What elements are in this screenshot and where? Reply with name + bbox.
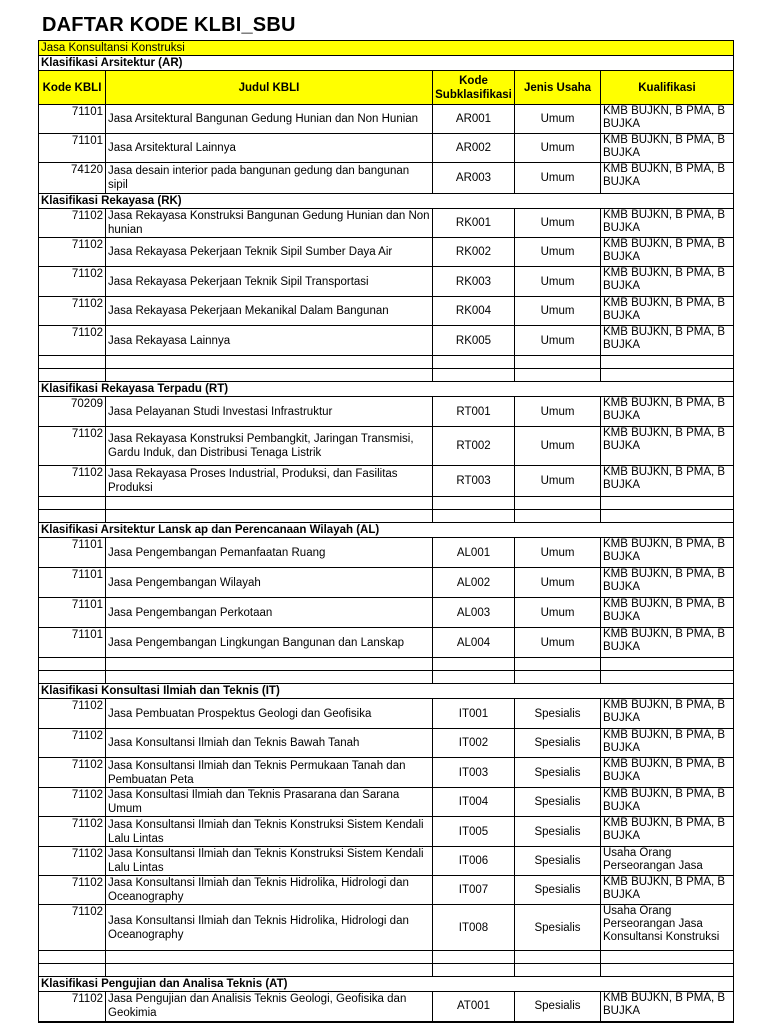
blank-row	[39, 951, 734, 964]
kode-subklasifikasi-cell: RT003	[433, 466, 515, 497]
table-row	[39, 267, 734, 297]
judul-kbli-cell: Jasa Rekayasa Pekerjaan Teknik Sipil Sumber Daya Air	[106, 238, 433, 267]
kode-kbli-cell: 71102	[39, 729, 106, 758]
judul-kbli-cell: Jasa Rekayasa Pekerjaan Mekanikal Dalam Bangunan	[106, 297, 433, 326]
kode-kbli-cell: 71102	[39, 326, 106, 356]
section-title: Klasifikasi Arsitektur Lansk ap dan Perencanaan Wilayah (AL)	[39, 523, 734, 538]
jenis-usaha-cell: Spesialis	[515, 847, 601, 876]
table-row	[39, 628, 734, 658]
jenis-usaha-cell: Spesialis	[515, 758, 601, 788]
kode-kbli-cell: 71101	[39, 598, 106, 628]
judul-kbli-cell: Jasa Pengujian dan Analisis Teknis Geologi, Geofisika dan Geokimia	[106, 992, 433, 1022]
table-row	[39, 209, 734, 238]
table-row	[39, 238, 734, 267]
kode-subklasifikasi-cell: AL001	[433, 538, 515, 568]
kualifikasi-cell	[601, 847, 734, 876]
jenis-usaha-cell: Umum	[515, 134, 601, 163]
kode-subklasifikasi-cell: AT001	[433, 992, 515, 1022]
kode-kbli-cell: 71102	[39, 817, 106, 847]
blank-row	[39, 964, 734, 977]
table-row	[39, 905, 734, 951]
kode-kbli-cell: 71102	[39, 427, 106, 466]
kualifikasi-text: KMB BUJKN, B PMA, B BUJKA	[603, 238, 726, 263]
jenis-usaha-cell: Spesialis	[515, 699, 601, 729]
kode-subklasifikasi-cell: IT005	[433, 817, 515, 847]
jenis-usaha-cell: Spesialis	[515, 729, 601, 758]
kualifikasi-text: KMB BUJKN, B PMA, B BUJKA	[603, 758, 726, 783]
jenis-usaha-cell: Umum	[515, 598, 601, 628]
judul-kbli-cell: Jasa Pembuatan Prospektus Geologi dan Geofisika	[106, 699, 433, 729]
table-row	[39, 699, 734, 729]
table-row	[39, 297, 734, 326]
kode-subklasifikasi-cell: IT006	[433, 847, 515, 876]
kualifikasi-text: KMB BUJKN, B PMA, B BUJKA	[603, 817, 726, 842]
kode-kbli-cell: 71102	[39, 297, 106, 326]
kualifikasi-cell	[601, 628, 734, 658]
jenis-usaha-cell: Umum	[515, 397, 601, 427]
kode-subklasifikasi-cell: AL002	[433, 568, 515, 598]
kode-kbli-cell: 70209	[39, 397, 106, 427]
jenis-usaha-cell: Umum	[515, 427, 601, 466]
kualifikasi-cell	[601, 427, 734, 466]
table-row	[39, 466, 734, 497]
kualifikasi-text: Usaha Orang Perseorangan Jasa	[603, 847, 703, 872]
kualifikasi-cell	[601, 788, 734, 817]
kode-kbli-cell: 71102	[39, 209, 106, 238]
judul-kbli-cell: Jasa Konsultansi Ilmiah dan Teknis Permukaan Tanah dan Pembuatan Peta	[106, 758, 433, 788]
kualifikasi-text: KMB BUJKN, B PMA, B BUJKA	[603, 267, 726, 292]
jenis-usaha-cell: Umum	[515, 538, 601, 568]
kode-subklasifikasi-cell: AR001	[433, 105, 515, 134]
judul-kbli-cell: Jasa Rekayasa Pekerjaan Teknik Sipil Transportasi	[106, 267, 433, 297]
judul-kbli-cell: Jasa Konsultansi Ilmiah dan Teknis Hidrolika, Hidrologi dan Oceanography	[106, 905, 433, 951]
jenis-usaha-cell: Spesialis	[515, 876, 601, 905]
judul-kbli-cell: Jasa Arsitektural Bangunan Gedung Hunian dan Non Hunian	[106, 105, 433, 134]
judul-kbli-cell: Jasa desain interior pada bangunan gedung dan bangunan sipil	[106, 163, 433, 194]
kualifikasi-text: KMB BUJKN, B PMA, B BUJKA	[603, 992, 726, 1017]
blank-row	[39, 356, 734, 369]
table-row	[39, 729, 734, 758]
col-header-kode-sub: Kode Subklasifikasi	[433, 71, 515, 105]
section-title: Klasifikasi Rekayasa Terpadu (RT)	[39, 382, 734, 397]
kualifikasi-cell	[601, 105, 734, 134]
kode-kbli-cell: 71102	[39, 267, 106, 297]
judul-kbli-cell: Jasa Rekayasa Konstruksi Pembangkit, Jaringan Transmisi, Gardu Induk, dan Distribusi Tenaga Listrik	[106, 427, 433, 466]
kode-subklasifikasi-cell: IT004	[433, 788, 515, 817]
jenis-usaha-cell: Umum	[515, 297, 601, 326]
jenis-usaha-cell: Spesialis	[515, 788, 601, 817]
kode-subklasifikasi-cell: RK005	[433, 326, 515, 356]
kualifikasi-cell	[601, 568, 734, 598]
judul-kbli-cell: Jasa Konsultansi Ilmiah dan Teknis Konstruksi Sistem Kendali Lalu Lintas	[106, 817, 433, 847]
judul-kbli-cell: Jasa Arsitektural Lainnya	[106, 134, 433, 163]
judul-kbli-cell: Jasa Pengembangan Pemanfaatan Ruang	[106, 538, 433, 568]
judul-kbli-cell: Jasa Pengembangan Wilayah	[106, 568, 433, 598]
kode-kbli-cell: 71102	[39, 788, 106, 817]
kualifikasi-cell	[601, 397, 734, 427]
judul-kbli-cell: Jasa Pengembangan Lingkungan Bangunan dan Lanskap	[106, 628, 433, 658]
kualifikasi-cell	[601, 326, 734, 356]
section-title: Klasifikasi Konsultasi Ilmiah dan Teknis (IT)	[39, 684, 734, 699]
blank-row	[39, 497, 734, 510]
kualifikasi-cell	[601, 538, 734, 568]
kualifikasi-cell	[601, 598, 734, 628]
table-row	[39, 397, 734, 427]
jenis-usaha-cell: Umum	[515, 209, 601, 238]
kode-kbli-cell: 71102	[39, 876, 106, 905]
kualifikasi-cell	[601, 905, 734, 951]
judul-kbli-cell: Jasa Pelayanan Studi Investasi Infrastruktur	[106, 397, 433, 427]
kode-kbli-cell: 74120	[39, 163, 106, 194]
jenis-usaha-cell: Umum	[515, 568, 601, 598]
blank-row	[39, 510, 734, 523]
jenis-usaha-cell: Umum	[515, 326, 601, 356]
jenis-usaha-cell: Umum	[515, 105, 601, 134]
jenis-usaha-cell: Spesialis	[515, 817, 601, 847]
kode-subklasifikasi-cell: RT002	[433, 427, 515, 466]
kualifikasi-cell	[601, 134, 734, 163]
kualifikasi-cell	[601, 817, 734, 847]
table-row	[39, 847, 734, 876]
kualifikasi-text: KMB BUJKN, B PMA, B BUJKA	[603, 326, 726, 351]
section-title: Klasifikasi Arsitektur (AR)	[39, 56, 734, 71]
kode-subklasifikasi-cell: AL003	[433, 598, 515, 628]
kualifikasi-cell	[601, 876, 734, 905]
kode-subklasifikasi-cell: IT007	[433, 876, 515, 905]
col-header-jenis: Jenis Usaha	[515, 71, 601, 105]
table-row	[39, 427, 734, 466]
kode-subklasifikasi-cell: IT003	[433, 758, 515, 788]
judul-kbli-cell: Jasa Pengembangan Perkotaan	[106, 598, 433, 628]
kode-kbli-cell: 71102	[39, 699, 106, 729]
kode-kbli-cell: 71101	[39, 105, 106, 134]
kualifikasi-text: KMB BUJKN, B PMA, B BUJKA	[603, 105, 726, 130]
kualifikasi-cell	[601, 466, 734, 497]
col-header-kbli: Kode KBLI	[39, 71, 106, 105]
col-header-judul: Judul KBLI	[106, 71, 433, 105]
table-row	[39, 105, 734, 134]
kualifikasi-text: KMB BUJKN, B PMA, B BUJKA	[603, 598, 726, 623]
kualifikasi-text: KMB BUJKN, B PMA, B BUJKA	[603, 427, 726, 452]
section-title: Klasifikasi Pengujian dan Analisa Teknis (AT)	[39, 977, 734, 992]
kode-subklasifikasi-cell: AR003	[433, 163, 515, 194]
jenis-usaha-cell: Umum	[515, 267, 601, 297]
table-row	[39, 134, 734, 163]
kualifikasi-text: KMB BUJKN, B PMA, B BUJKA	[603, 397, 726, 422]
kualifikasi-text: KMB BUJKN, B PMA, B BUJKA	[603, 788, 726, 813]
kode-kbli-cell: 71102	[39, 905, 106, 951]
kualifikasi-cell	[601, 267, 734, 297]
table-row	[39, 992, 734, 1022]
kode-subklasifikasi-cell: IT001	[433, 699, 515, 729]
judul-kbli-cell: Jasa Rekayasa Lainnya	[106, 326, 433, 356]
blank-row	[39, 369, 734, 382]
table-row	[39, 758, 734, 788]
kualifikasi-text: KMB BUJKN, B PMA, B BUJKA	[603, 209, 726, 234]
kode-kbli-cell: 71102	[39, 238, 106, 267]
jenis-usaha-cell: Umum	[515, 466, 601, 497]
kualifikasi-text: KMB BUJKN, B PMA, B BUJKA	[603, 297, 726, 322]
kode-subklasifikasi-cell: RK003	[433, 267, 515, 297]
kualifikasi-text: KMB BUJKN, B PMA, B BUJKA	[603, 466, 726, 491]
kode-kbli-cell: 71102	[39, 758, 106, 788]
kode-subklasifikasi-cell: IT008	[433, 905, 515, 951]
section-title: Klasifikasi Rekayasa (RK)	[39, 194, 734, 209]
page-title: DAFTAR KODE KLBI_SBU	[42, 14, 296, 36]
judul-kbli-cell: Jasa Konsultansi Ilmiah dan Teknis Hidrolika, Hidrologi dan Oceanography	[106, 876, 433, 905]
table-row	[39, 788, 734, 817]
kualifikasi-text: KMB BUJKN, B PMA, B BUJKA	[603, 163, 726, 188]
kode-kbli-cell: 71102	[39, 992, 106, 1022]
kode-kbli-cell: 71101	[39, 628, 106, 658]
kode-subklasifikasi-cell: AR002	[433, 134, 515, 163]
kualifikasi-cell	[601, 992, 734, 1022]
kualifikasi-text: KMB BUJKN, B PMA, B BUJKA	[603, 134, 726, 159]
kualifikasi-cell	[601, 699, 734, 729]
kualifikasi-cell	[601, 297, 734, 326]
kualifikasi-cell	[601, 238, 734, 267]
table-row	[39, 326, 734, 356]
judul-kbli-cell: Jasa Konsultansi Ilmiah dan Teknis Konstruksi Sistem Kendali Lalu Lintas	[106, 847, 433, 876]
jenis-usaha-cell: Spesialis	[515, 905, 601, 951]
kualifikasi-text: Usaha Orang Perseorangan Jasa Konsultansi Konstruksi	[603, 905, 720, 943]
table-row	[39, 817, 734, 847]
jenis-usaha-cell: Umum	[515, 163, 601, 194]
table-row	[39, 538, 734, 568]
judul-kbli-cell: Jasa Konsultasi Ilmiah dan Teknis Prasarana dan Sarana Umum	[106, 788, 433, 817]
kualifikasi-cell	[601, 729, 734, 758]
kode-subklasifikasi-cell: AL004	[433, 628, 515, 658]
kode-subklasifikasi-cell: RT001	[433, 397, 515, 427]
kualifikasi-text: KMB BUJKN, B PMA, B BUJKA	[603, 538, 726, 563]
kode-kbli-cell: 71101	[39, 134, 106, 163]
table-row	[39, 598, 734, 628]
jenis-usaha-cell: Umum	[515, 238, 601, 267]
kualifikasi-cell	[601, 209, 734, 238]
kode-subklasifikasi-cell: IT002	[433, 729, 515, 758]
kode-kbli-cell: 71101	[39, 568, 106, 598]
jenis-usaha-cell: Spesialis	[515, 992, 601, 1022]
klbi-table	[38, 40, 734, 1023]
kualifikasi-text: KMB BUJKN, B PMA, B BUJKA	[603, 729, 726, 754]
kualifikasi-text: KMB BUJKN, B PMA, B BUJKA	[603, 699, 726, 724]
kualifikasi-cell	[601, 163, 734, 194]
category-header: Jasa Konsultansi Konstruksi	[39, 41, 734, 56]
blank-row	[39, 671, 734, 684]
jenis-usaha-cell: Umum	[515, 628, 601, 658]
kode-subklasifikasi-cell: RK004	[433, 297, 515, 326]
kode-kbli-cell: 71102	[39, 466, 106, 497]
table-row	[39, 568, 734, 598]
kualifikasi-text: KMB BUJKN, B PMA, B BUJKA	[603, 628, 726, 653]
col-header-kualifikasi: Kualifikasi	[601, 71, 734, 105]
kode-subklasifikasi-cell: RK002	[433, 238, 515, 267]
judul-kbli-cell: Jasa Rekayasa Proses Industrial, Produksi, dan Fasilitas Produksi	[106, 466, 433, 497]
blank-row	[39, 658, 734, 671]
kode-subklasifikasi-cell: RK001	[433, 209, 515, 238]
table-row	[39, 876, 734, 905]
judul-kbli-cell: Jasa Konsultansi Ilmiah dan Teknis Bawah Tanah	[106, 729, 433, 758]
kode-kbli-cell: 71101	[39, 538, 106, 568]
kualifikasi-text: KMB BUJKN, B PMA, B BUJKA	[603, 568, 726, 593]
kode-kbli-cell: 71102	[39, 847, 106, 876]
table-row	[39, 163, 734, 194]
kualifikasi-text: KMB BUJKN, B PMA, B BUJKA	[603, 876, 726, 901]
kualifikasi-cell	[601, 758, 734, 788]
judul-kbli-cell: Jasa Rekayasa Konstruksi Bangunan Gedung Hunian dan Non hunian	[106, 209, 433, 238]
